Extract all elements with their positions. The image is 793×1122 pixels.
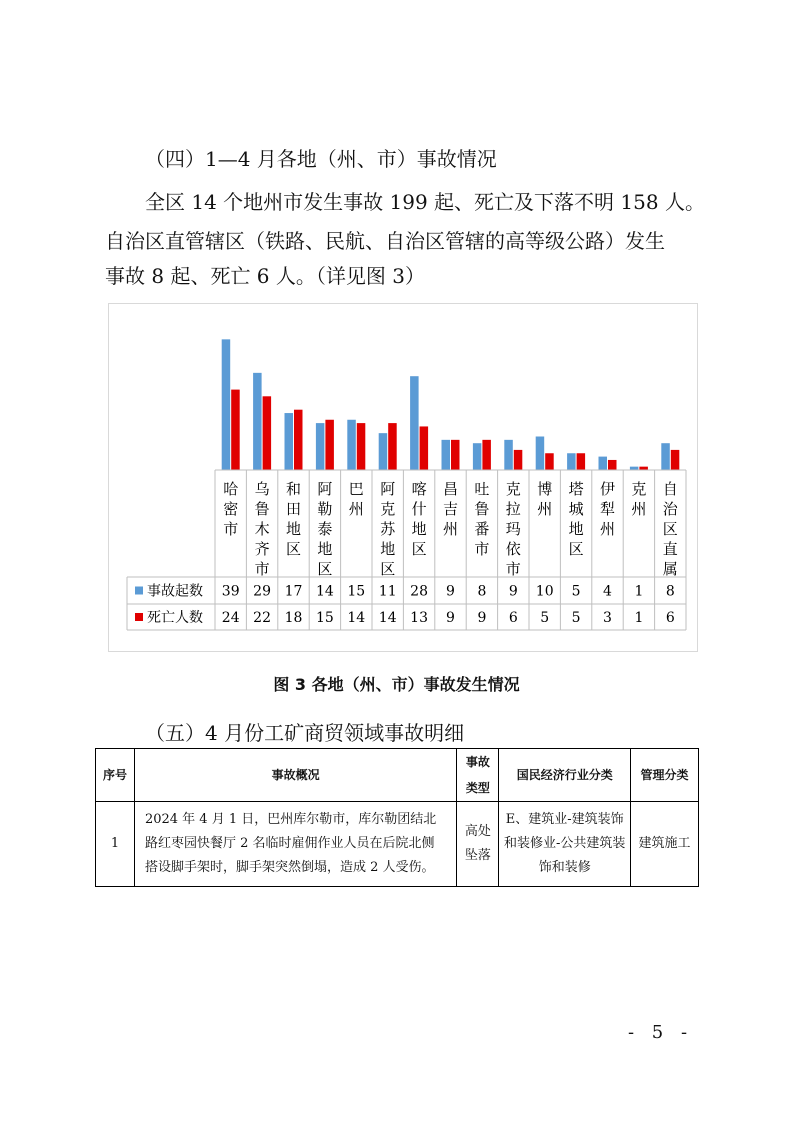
bar-deaths xyxy=(325,420,334,470)
data-value-label: 11 xyxy=(378,583,397,600)
bar-accidents xyxy=(316,423,325,470)
header-summary: 事故概况 xyxy=(134,749,456,802)
category-label: 自治区直属 xyxy=(662,480,678,578)
bar-deaths xyxy=(451,440,460,470)
bar-deaths xyxy=(608,460,617,470)
data-value-label: 29 xyxy=(253,583,272,600)
cell-type: 高处坠落 xyxy=(457,802,499,887)
data-value-label: 15 xyxy=(315,610,334,626)
data-value-label: 9 xyxy=(508,583,518,600)
bar-accidents xyxy=(442,440,451,470)
bar-deaths xyxy=(577,453,586,470)
data-value-label: 18 xyxy=(284,610,303,626)
data-value-label: 1 xyxy=(634,610,644,626)
section4-heading: （四）1—4 月各地（州、市）事故情况 xyxy=(145,147,497,171)
legend-label: 死亡人数 xyxy=(147,610,203,626)
cell-no: 1 xyxy=(96,802,135,887)
data-value-label: 17 xyxy=(284,583,303,600)
bar-deaths xyxy=(357,423,366,470)
data-value-label: 8 xyxy=(477,583,487,600)
data-value-label: 39 xyxy=(221,583,240,600)
header-industry: 国民经济行业分类 xyxy=(499,749,631,802)
section4-line2: 自治区直管辖区（铁路、民航、自治区管辖的高等级公路）发生 xyxy=(105,229,665,253)
data-value-label: 1 xyxy=(634,583,644,600)
bar-accidents xyxy=(473,443,482,470)
data-value-label: 22 xyxy=(253,610,272,626)
bar-accidents xyxy=(222,339,231,470)
category-label: 巴州 xyxy=(348,480,364,518)
cell-summary: 2024 年 4 月 1 日，巴州库尔勒市，库尔勒团结北路红枣园快餐厅 2 名临时雇佣作业人员在后院北侧搭设脚手架时，脚手架突然倒塌，造成 2 人受伤。 xyxy=(134,802,456,887)
data-value-label: 14 xyxy=(378,610,397,626)
category-label: 克拉玛依市 xyxy=(505,480,521,578)
data-value-label: 6 xyxy=(665,610,675,626)
bar-accidents xyxy=(536,437,545,471)
cell-mgmt: 建筑施工 xyxy=(631,802,699,887)
bar-accidents xyxy=(504,440,513,470)
data-value-label: 9 xyxy=(446,583,455,600)
bar-accidents xyxy=(347,420,356,470)
table-header-row xyxy=(96,749,699,802)
category-label: 喀什地区 xyxy=(411,480,427,558)
bar-deaths xyxy=(263,396,272,470)
data-value-label: 6 xyxy=(508,610,518,626)
data-value-label: 13 xyxy=(410,610,429,626)
category-label: 博州 xyxy=(537,480,553,518)
bar-accidents xyxy=(567,453,576,470)
category-label: 昌吉州 xyxy=(442,480,459,538)
bar-deaths xyxy=(545,453,554,470)
data-value-label: 28 xyxy=(410,583,429,600)
legend-swatch-accidents xyxy=(135,587,143,595)
data-value-label: 9 xyxy=(477,610,487,626)
data-value-label: 5 xyxy=(540,610,550,626)
section5-heading: （五）4 月份工矿商贸领域事故明细 xyxy=(145,721,465,745)
table-row xyxy=(96,802,699,887)
bar-accidents xyxy=(253,373,262,470)
data-value-label: 4 xyxy=(603,583,612,600)
category-label: 阿勒泰地区 xyxy=(317,480,333,578)
data-value-label: 14 xyxy=(315,583,334,600)
legend-label: 事故起数 xyxy=(147,583,203,600)
bar-accidents xyxy=(410,376,419,470)
bar-accidents xyxy=(379,433,388,470)
cell-industry: E、建筑业-建筑装饰和装修业-公共建筑装饰和装修 xyxy=(499,802,631,887)
category-label: 和田地区 xyxy=(285,480,302,558)
data-value-label: 8 xyxy=(665,583,675,600)
figure-caption: 图 3 各地（州、市）事故发生情况 xyxy=(273,675,520,694)
bar-deaths xyxy=(420,426,429,470)
accident-detail-table xyxy=(95,748,699,887)
category-label: 乌鲁木齐市 xyxy=(254,480,270,578)
data-value-label: 24 xyxy=(221,610,240,626)
bar-accidents xyxy=(285,413,294,470)
data-value-label: 14 xyxy=(347,610,366,626)
accident-bar-chart xyxy=(108,303,698,652)
category-label: 克州 xyxy=(631,480,647,518)
bar-deaths xyxy=(514,450,523,470)
chart-svg xyxy=(109,304,697,651)
category-label: 伊犁州 xyxy=(599,480,616,538)
data-value-label: 5 xyxy=(571,583,581,600)
bar-deaths xyxy=(671,450,680,470)
data-value-label: 10 xyxy=(535,583,554,600)
category-label: 阿克苏地区 xyxy=(380,480,396,578)
category-label: 塔城地区 xyxy=(568,480,584,558)
header-type: 事故类型 xyxy=(457,749,499,802)
data-value-label: 5 xyxy=(571,610,581,626)
bar-deaths xyxy=(639,467,648,470)
bar-accidents xyxy=(661,443,670,470)
bar-deaths xyxy=(482,440,491,470)
legend-swatch-deaths xyxy=(135,613,143,621)
header-mgmt: 管理分类 xyxy=(631,749,699,802)
bar-accidents xyxy=(599,457,608,470)
category-label: 吐鲁番市 xyxy=(474,480,490,558)
data-value-label: 9 xyxy=(446,610,455,626)
section4-line3: 事故 8 起、死亡 6 人。（详见图 3） xyxy=(105,264,425,288)
header-no: 序号 xyxy=(96,749,135,802)
page-number: - 5 - xyxy=(628,1022,694,1043)
data-value-label: 3 xyxy=(603,610,612,626)
section4-line1: 全区 14 个地州市发生事故 199 起、死亡及下落不明 158 人。 xyxy=(145,190,705,214)
category-label: 哈密市 xyxy=(223,480,239,538)
bar-accidents xyxy=(630,467,639,470)
bar-deaths xyxy=(388,423,397,470)
bar-deaths xyxy=(231,390,240,470)
bar-deaths xyxy=(294,410,303,470)
data-value-label: 15 xyxy=(347,583,366,600)
